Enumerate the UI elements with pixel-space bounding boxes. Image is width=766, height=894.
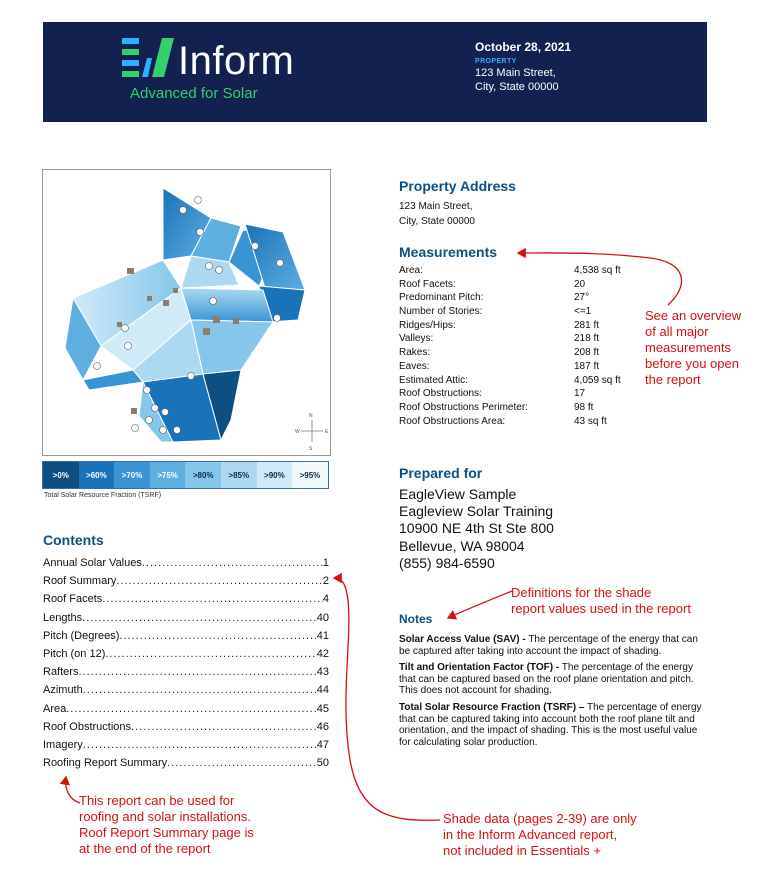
notes-definitions — [399, 634, 704, 753]
toc-item-page: 50 — [316, 757, 329, 770]
prepared-for-title: Prepared for — [399, 465, 483, 481]
toc-item-page: 44 — [316, 684, 329, 697]
property-address-title: Property Address — [399, 178, 516, 194]
logo-wordmark: Inform — [178, 39, 295, 83]
legend-swatch: >0% — [43, 462, 79, 488]
prepared-for-line: (855) 984-6590 — [399, 554, 495, 571]
note-term: Tilt and Orientation Factor (TOF) - — [399, 662, 560, 674]
arrow-to-notes — [448, 591, 512, 618]
roof-tsrf-diagram — [42, 169, 331, 456]
annotation-line: at the end of the report — [79, 841, 211, 856]
toc-item-label: Area — [43, 702, 67, 715]
measurement-value: 4,538 sq ft — [574, 265, 621, 276]
toc-item[interactable] — [43, 645, 329, 663]
notes-title: Notes — [399, 612, 433, 626]
note-term: Total Solar Resource Fraction (TSRF) – — [399, 701, 585, 713]
annotation-line: See an overview — [645, 308, 742, 323]
prepared-for-line: Bellevue, WA 98004 — [399, 537, 525, 554]
logo-subtitle: Advanced for Solar — [130, 85, 258, 102]
toc-item-page: 46 — [316, 720, 329, 733]
annotation-line: of all major — [645, 324, 709, 339]
toc-item-label: Azimuth — [43, 684, 83, 697]
annotation-line: Definitions for the shade — [511, 585, 652, 600]
property-label: PROPERTY — [475, 58, 517, 65]
note-text: The percentage of energy that can be captured taking into account both the roof plane tilt and orientation, and the impact of shading. This is the most useful value for calculating solar production. — [399, 701, 702, 748]
table-of-contents — [43, 554, 329, 772]
note-text: The percentage of the energy that can be captured after taking into account the impact of shading. — [399, 634, 698, 657]
toc-item[interactable] — [43, 663, 329, 681]
toc-leader-dots — [66, 700, 317, 718]
legend-swatch: >60% — [79, 462, 115, 488]
tsrf-legend — [42, 461, 329, 489]
annotation-line: This report can be used for — [79, 793, 235, 808]
measurement-label: Roof Obstructions: — [399, 388, 482, 400]
measurement-label: Ridges/Hips: — [399, 319, 456, 331]
toc-leader-dots — [82, 609, 317, 627]
toc-item-label: Roof Summary — [43, 575, 117, 588]
toc-item-label: Roofing Report Summary — [43, 757, 168, 770]
measurement-row — [399, 374, 621, 388]
measurement-row — [399, 360, 621, 374]
prepared-for-line: Eagleview Solar Training — [399, 503, 554, 520]
toc-item[interactable] — [43, 572, 329, 590]
note-item — [399, 634, 704, 657]
measurement-value: 27° — [574, 292, 590, 304]
toc-item-label: Lengths — [43, 611, 83, 624]
toc-leader-dots — [102, 590, 323, 608]
note-term: Solar Access Value (SAV) - — [399, 634, 526, 645]
toc-item-label: Pitch (Degrees) — [43, 629, 120, 642]
annotation-line: roofing and solar installations. — [79, 809, 251, 824]
measurement-label: Eaves: — [399, 360, 430, 372]
note-item — [399, 702, 704, 748]
annotation-line: Shade data (pages 2-39) are only — [443, 811, 637, 826]
toc-item[interactable] — [43, 627, 329, 645]
toc-item[interactable] — [43, 609, 329, 627]
annotation-line: not included in Essentials + — [443, 843, 601, 858]
note-text: The percentage of the energy that can be captured based on the roof plane orientation and pitch. This does not account for shading. — [399, 662, 694, 697]
toc-item-label: Roof Facets — [43, 593, 103, 606]
toc-leader-dots — [167, 754, 317, 772]
annotation-line: Roof Report Summary page is — [79, 825, 254, 840]
legend-swatch: >95% — [292, 462, 328, 488]
measurement-value: 208 ft — [574, 347, 600, 359]
measurement-value: 20 — [574, 278, 586, 290]
toc-leader-dots — [83, 736, 317, 754]
legend-swatch: >90% — [257, 462, 293, 488]
eagleview-logo-icon — [122, 38, 174, 82]
toc-item[interactable] — [43, 681, 329, 699]
prepared-for-line: 10900 NE 4th St Ste 800 — [399, 520, 554, 537]
measurement-row — [399, 332, 621, 346]
annotation-line: before you open — [645, 356, 739, 371]
measurement-row — [399, 346, 621, 360]
toc-item-page: 43 — [316, 666, 329, 679]
header-address — [475, 66, 559, 94]
property-address-line2: City, State 00000 — [399, 216, 475, 227]
legend-swatch: >85% — [221, 462, 257, 488]
toc-leader-dots — [116, 572, 323, 590]
legend-swatch: >80% — [185, 462, 221, 488]
measurement-label: Predominant Pitch: — [399, 292, 484, 304]
measurement-value: 218 ft — [574, 333, 600, 345]
annotation-shade-data — [443, 811, 637, 859]
toc-item[interactable] — [43, 736, 329, 754]
legend-swatch: >70% — [114, 462, 150, 488]
annotation-notes — [511, 585, 691, 617]
toc-leader-dots — [105, 645, 316, 663]
toc-leader-dots — [119, 627, 316, 645]
measurements-title: Measurements — [399, 244, 498, 260]
toc-item-page: 47 — [316, 738, 329, 751]
measurement-row — [399, 387, 621, 401]
toc-leader-dots — [83, 681, 317, 699]
report-date: October 28, 2021 — [475, 40, 572, 54]
annotation-line: measurements — [645, 340, 731, 355]
toc-item-page: 40 — [316, 611, 329, 624]
toc-item[interactable] — [43, 700, 329, 718]
header-address-line2: City, State 00000 — [475, 81, 559, 93]
measurement-value: 4,059 sq ft — [574, 374, 621, 386]
measurement-row — [399, 291, 621, 305]
toc-item-label: Pitch (on 12) — [43, 647, 106, 660]
toc-leader-dots — [78, 663, 316, 681]
toc-item-page: 42 — [316, 647, 329, 660]
measurement-label: Estimated Attic: — [399, 374, 468, 386]
property-address — [399, 199, 475, 229]
roof-facets-graphic — [43, 170, 330, 455]
measurement-row — [399, 264, 621, 278]
annotation-line: report values used in the report — [511, 601, 691, 616]
compass-n: N — [309, 413, 313, 419]
compass-icon — [301, 420, 323, 442]
toc-item[interactable] — [43, 554, 329, 572]
annotation-contents — [79, 793, 254, 857]
annotation-line: in the Inform Advanced report, — [443, 827, 618, 842]
compass-s: S — [309, 446, 313, 452]
annotation-line: the report — [645, 372, 701, 387]
measurement-row — [399, 415, 621, 429]
measurement-value: 43 sq ft — [574, 415, 607, 427]
toc-item-page: 41 — [316, 629, 329, 642]
toc-item-page: 45 — [316, 702, 329, 715]
compass-e: E — [325, 429, 329, 435]
arrow-to-contents — [66, 777, 80, 803]
toc-item-label: Imagery — [43, 738, 83, 751]
header-address-line1: 123 Main Street, — [475, 67, 556, 79]
toc-item-label: Annual Solar Values — [43, 557, 142, 569]
measurements-table — [399, 264, 621, 428]
toc-leader-dots — [131, 718, 317, 736]
measurement-value: <=1 — [574, 306, 592, 318]
toc-leader-dots — [142, 554, 323, 572]
measurement-value: 187 ft — [574, 360, 600, 372]
measurement-label: Number of Stories: — [399, 306, 483, 318]
measurement-value: 98 ft — [574, 401, 594, 413]
toc-item[interactable] — [43, 754, 329, 772]
prepared-for-line: EagleView Sample — [399, 486, 517, 502]
note-item — [399, 662, 704, 697]
measurement-label: Roof Facets: — [399, 278, 456, 290]
annotation-measurements — [645, 308, 741, 388]
measurement-label: Valleys: — [399, 333, 434, 345]
measurement-label: Roof Obstructions Perimeter: — [399, 401, 528, 413]
contents-title: Contents — [43, 532, 104, 548]
toc-item-page: 2 — [322, 575, 329, 588]
measurement-label: Area: — [399, 265, 423, 276]
measurement-row — [399, 305, 621, 319]
measurement-value: 281 ft — [574, 319, 600, 331]
toc-item-page: 1 — [322, 557, 329, 569]
prepared-for-block — [399, 486, 554, 572]
measurement-label: Roof Obstructions Area: — [399, 415, 506, 427]
compass-w: W — [295, 429, 300, 435]
legend-swatch: >75% — [150, 462, 186, 488]
measurement-value: 17 — [574, 388, 586, 400]
toc-item-page: 4 — [322, 593, 329, 606]
toc-item[interactable] — [43, 590, 329, 608]
measurement-row — [399, 319, 621, 333]
toc-item[interactable] — [43, 718, 329, 736]
measurement-row — [399, 278, 621, 292]
measurement-label: Rakes: — [399, 347, 431, 359]
property-address-line1: 123 Main Street, — [399, 201, 473, 212]
toc-item-label: Rafters — [43, 666, 79, 679]
toc-item-label: Roof Obstructions — [43, 720, 132, 733]
measurement-row — [399, 401, 621, 415]
tsrf-caption: Total Solar Resource Fraction (TSRF) — [44, 492, 162, 499]
